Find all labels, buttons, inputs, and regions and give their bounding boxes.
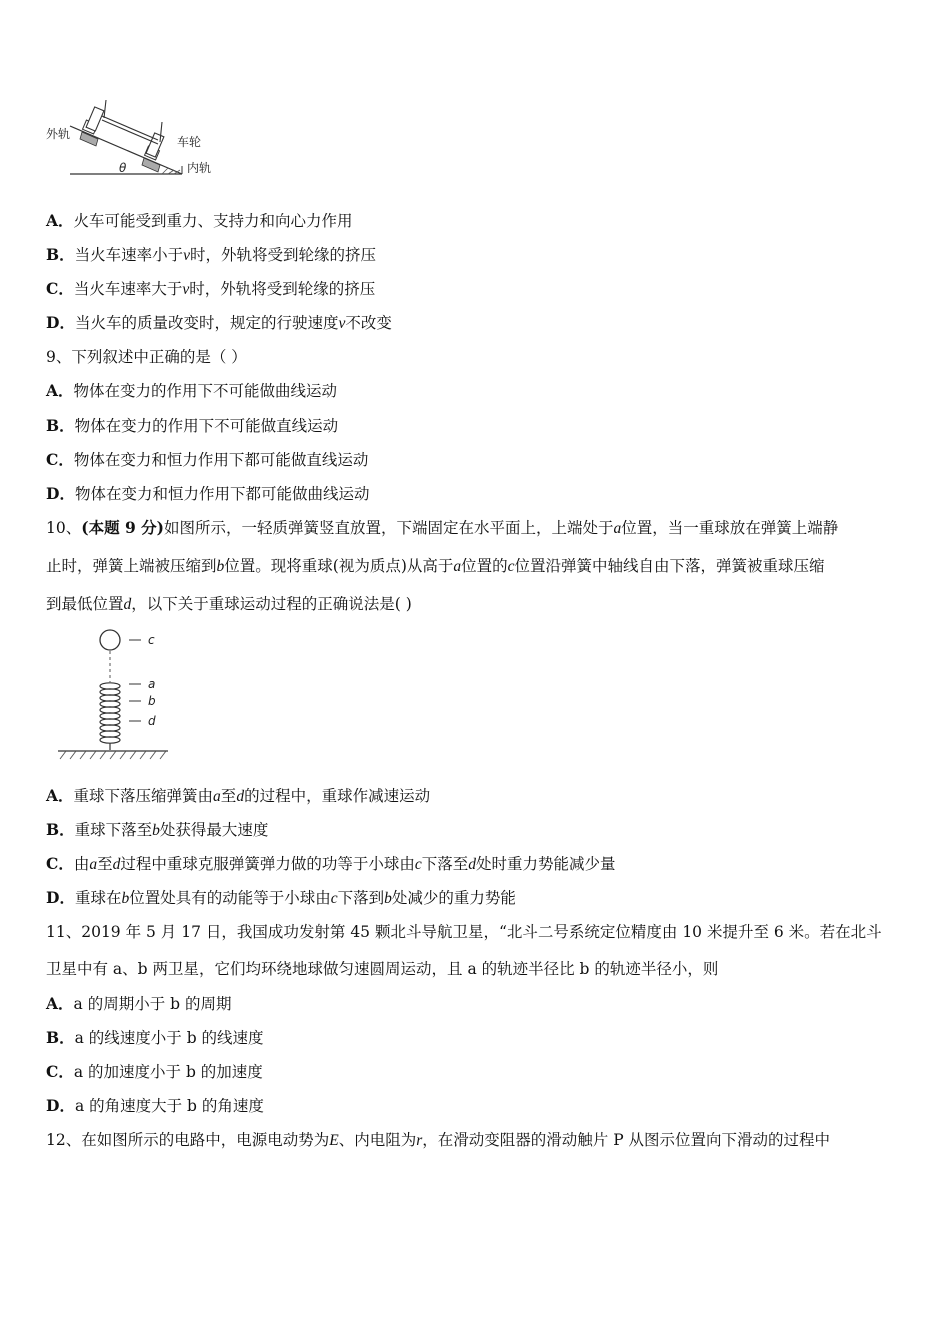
q11-option-b: B．a 的线速度小于 b 的线速度 bbox=[46, 1028, 264, 1047]
q12-stem: 12、在如图所示的电路中，电源电动势为E、内电阻为r，在滑动变阻器的滑动触片 P 从图示位置向下滑动的过程中 bbox=[46, 1131, 831, 1149]
q8-option-c: C．当火车速率大于v时，外轨将受到轮缘的挤压 bbox=[46, 279, 376, 298]
outer-rail-label: 外轨 bbox=[46, 127, 71, 141]
q10-option-c: C．由a至d过程中重球克服弹簧弹力做的功等于小球由c下落至d处时重力势能减少量 bbox=[46, 854, 616, 873]
wheel-label: 车轮 bbox=[177, 135, 202, 149]
marker-d: d bbox=[148, 714, 156, 728]
q11-option-c: C．a 的加速度小于 b 的加速度 bbox=[46, 1062, 263, 1081]
angle-label: θ bbox=[119, 161, 127, 175]
q8-option-b: B．当火车速率小于v时，外轨将受到轮缘的挤压 bbox=[46, 245, 377, 264]
q10-option-d: D．重球在b位置处具有的动能等于小球由c下落到b处减少的重力势能 bbox=[46, 888, 516, 907]
q10-stem-line2: 止时，弹簧上端被压缩到b位置。现将重球(视为质点)从高于a位置的c位置沿弹簧中轴线自由下落，弹簧被重球压缩 bbox=[46, 557, 825, 575]
q10-stem-line1: 10、(本题 9 分)如图所示，一轻质弹簧竖直放置，下端固定在水平面上，上端处于a位置，当一重球放在弹簧上端静 bbox=[46, 518, 839, 537]
q9-option-d: D．物体在变力和恒力作用下都可能做曲线运动 bbox=[46, 484, 370, 503]
q9-option-a: A．物体在变力的作用下不可能做曲线运动 bbox=[46, 381, 338, 400]
spring-ball-figure bbox=[54, 626, 184, 766]
q9-option-c: C．物体在变力和恒力作用下都可能做直线运动 bbox=[46, 450, 369, 469]
inner-rail-label: 内轨 bbox=[187, 161, 212, 175]
q11-stem-line1: 11、2019 年 5 月 17 日，我国成功发射第 45 颗北斗导航卫星，“北斗二号系统定位精度由 10 米提升至 6 米。若在北斗 bbox=[46, 923, 882, 941]
marker-c: c bbox=[148, 633, 155, 647]
marker-b: b bbox=[148, 694, 156, 708]
q8-option-a: A．火车可能受到重力、支持力和向心力作用 bbox=[46, 211, 353, 230]
q11-option-d: D．a 的角速度大于 b 的角速度 bbox=[46, 1096, 264, 1115]
q10-option-b: B．重球下落至b处获得最大速度 bbox=[46, 820, 269, 839]
q11-stem-line2: 卫星中有 a、b 两卫星，它们均环绕地球做匀速圆周运动，且 a 的轨迹半径比 b 的轨迹半径小，则 bbox=[46, 960, 719, 978]
q10-option-a: A．重球下落压缩弹簧由a至d的过程中，重球作减速运动 bbox=[46, 786, 431, 805]
q8-option-d: D．当火车的质量改变时，规定的行驶速度v不改变 bbox=[46, 313, 392, 332]
q9-stem: 9、下列叙述中正确的是（ ） bbox=[46, 348, 247, 366]
train-track-figure bbox=[44, 96, 219, 180]
q9-option-b: B．物体在变力的作用下不可能做直线运动 bbox=[46, 416, 339, 435]
q11-option-a: A．a 的周期小于 b 的周期 bbox=[46, 994, 232, 1013]
q10-stem-line3: 到最低位置d，以下关于重球运动过程的正确说法是( ) bbox=[46, 595, 412, 613]
marker-a: a bbox=[148, 677, 156, 691]
